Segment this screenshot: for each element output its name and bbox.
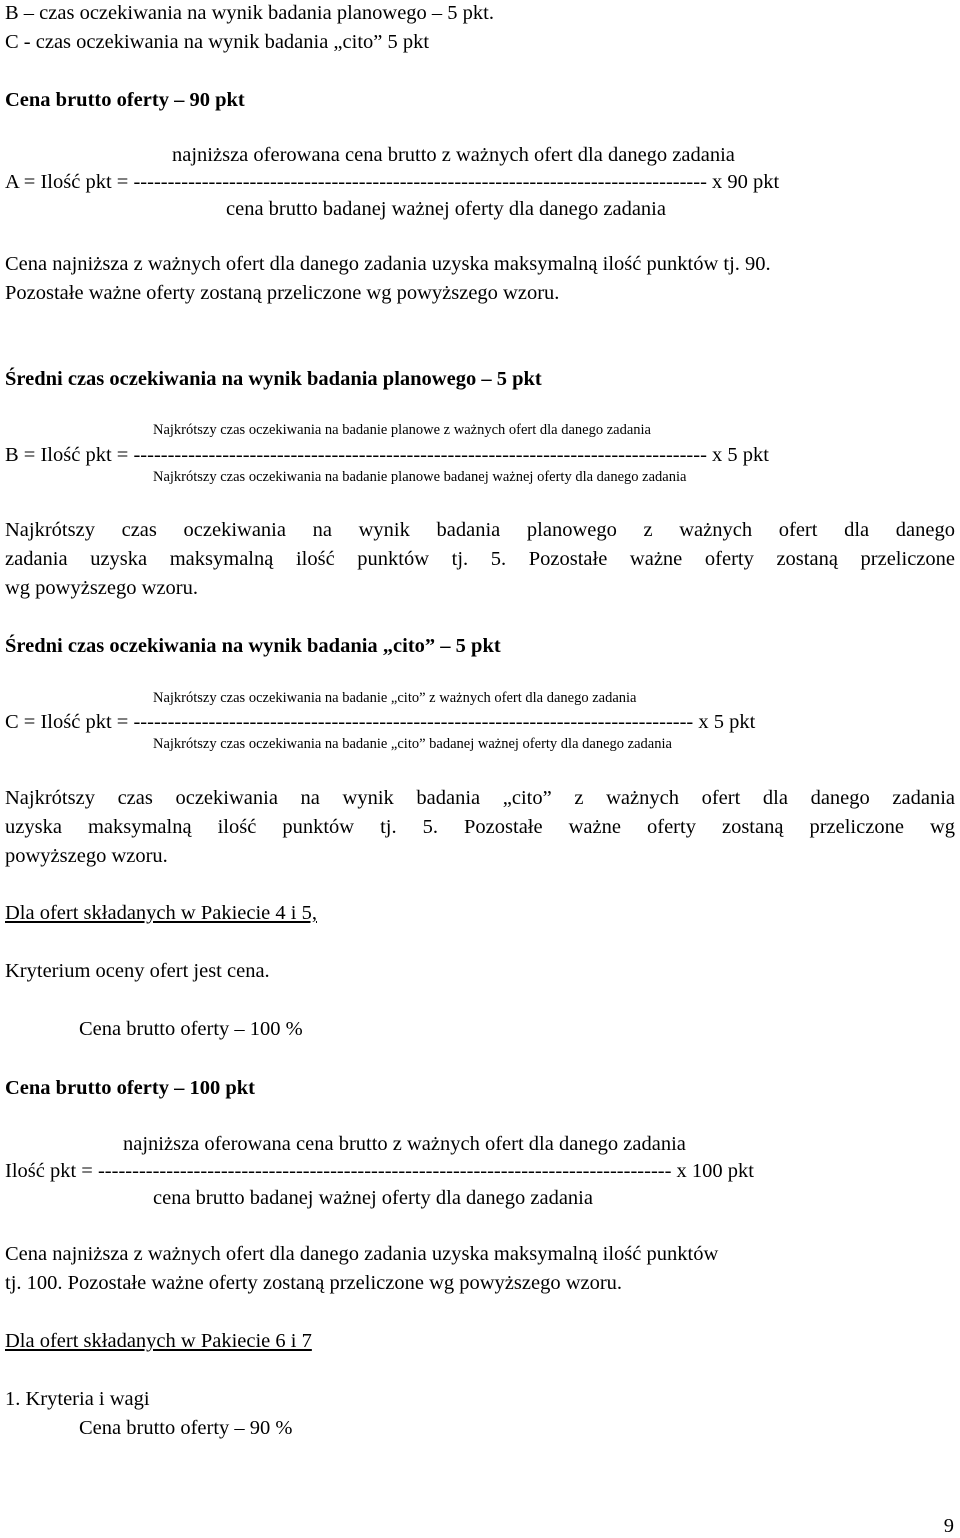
formula-d-line: Ilość pkt = ------------------------------------------------------------------------------------ x 100 pkt [5, 1160, 754, 1182]
planned-time-heading: Średni czas oczekiwania na wynik badania planowego – 5 pkt [5, 368, 542, 390]
formula-d-numerator: najniższa oferowana cena brutto z ważnych ofert dla danego zadania [123, 1133, 686, 1155]
formula-b-note-2: zadania uzyska maksymalną ilość punktów tj. 5. Pozostałe ważne oferty zostaną przeliczone [5, 548, 955, 570]
criteria-list-item: 1. Kryteria i wagi [5, 1388, 150, 1410]
evaluation-criterion: Kryterium oceny ofert jest cena. [5, 960, 270, 982]
formula-c-numerator: Najkrótszy czas oczekiwania na badanie „cito” z ważnych ofert dla danego zadania [153, 690, 637, 706]
formula-a-numerator: najniższa oferowana cena brutto z ważnych ofert dla danego zadania [172, 144, 735, 166]
formula-c-note-3: powyższego wzoru. [5, 845, 168, 867]
formula-d-note-2: tj. 100. Pozostałe ważne oferty zostaną przeliczone wg powyższego wzoru. [5, 1272, 623, 1294]
page-number: 9 [943, 1515, 954, 1537]
criterion-b-line: B – czas oczekiwania na wynik badania planowego – 5 pkt. [5, 2, 494, 24]
price-heading-90: Cena brutto oferty – 90 pkt [5, 89, 245, 111]
formula-c-note-2: uzyska maksymalną ilość punktów tj. 5. Pozostałe ważne oferty zostaną przeliczone wg [5, 816, 955, 838]
formula-c-note-1: Najkrótszy czas oczekiwania na wynik badania „cito” z ważnych ofert dla danego zadania [5, 787, 955, 809]
formula-a-note-1: Cena najniższa z ważnych ofert dla danego zadania uzyska maksymalną ilość punktów tj. 90. [5, 253, 771, 275]
formula-d-denominator: cena brutto badanej ważnej oferty dla danego zadania [153, 1187, 593, 1209]
price-heading-100: Cena brutto oferty – 100 pkt [5, 1077, 255, 1099]
formula-b-note-1: Najkrótszy czas oczekiwania na wynik badania planowego z ważnych ofert dla danego [5, 519, 955, 541]
formula-b-note-3: wg powyższego wzoru. [5, 577, 198, 599]
formula-b-numerator: Najkrótszy czas oczekiwania na badanie planowe z ważnych ofert dla danego zadania [153, 422, 651, 438]
price-weight-90: Cena brutto oferty – 90 % [79, 1417, 293, 1439]
formula-c-line: C = Ilość pkt = ---------------------------------------------------------------------------------- x 5 pkt [5, 711, 756, 733]
package-6-7-heading: Dla ofert składanych w Pakiecie 6 i 7 [5, 1330, 312, 1352]
formula-a-note-2: Pozostałe ważne oferty zostaną przeliczone wg powyższego wzoru. [5, 282, 560, 304]
formula-b-denominator: Najkrótszy czas oczekiwania na badanie planowe badanej ważnej oferty dla danego zadania [153, 469, 687, 485]
formula-a-denominator: cena brutto badanej ważnej oferty dla danego zadania [226, 198, 666, 220]
formula-d-note-1: Cena najniższa z ważnych ofert dla danego zadania uzyska maksymalną ilość punktów [5, 1243, 719, 1265]
cito-time-heading: Średni czas oczekiwania na wynik badania „cito” – 5 pkt [5, 635, 501, 657]
formula-c-denominator: Najkrótszy czas oczekiwania na badanie „cito” badanej ważnej oferty dla danego zadania [153, 736, 672, 752]
price-weight-100: Cena brutto oferty – 100 % [79, 1018, 303, 1040]
formula-b-line: B = Ilość pkt = ------------------------------------------------------------------------------------ x 5 pkt [5, 444, 769, 466]
formula-a-line: A = Ilość pkt = ------------------------------------------------------------------------------------ x 90 pkt [5, 171, 780, 193]
package-4-5-heading: Dla ofert składanych w Pakiecie 4 i 5, [5, 902, 317, 924]
criterion-c-line: C - czas oczekiwania na wynik badania „cito” 5 pkt [5, 31, 430, 53]
